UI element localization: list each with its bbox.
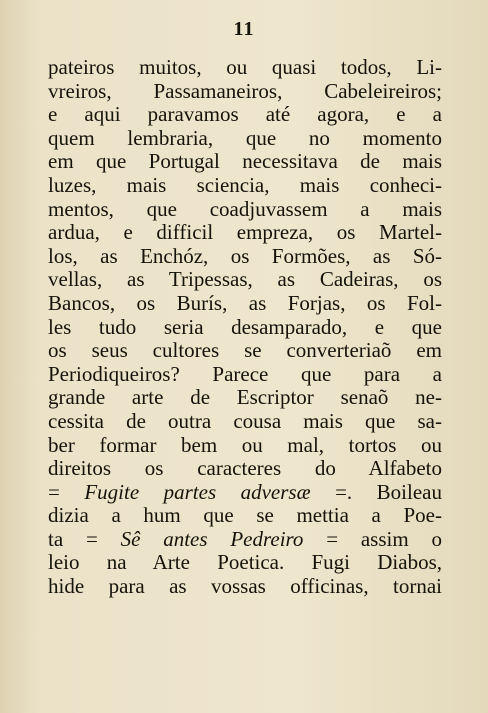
text-line: em que Portugal necessitava de mais — [48, 149, 442, 174]
text-line-with-quote — [48, 528, 442, 552]
text-line: mentos, que coadjuvassem a mais — [48, 196, 442, 221]
text-line: ber formar bem ou mal, tortos ou — [48, 432, 442, 457]
text-line-with-quote — [48, 481, 442, 505]
text-line: os seus cultores se converteriaõ em — [48, 338, 442, 363]
text-line: quem lembraria, que no momento — [48, 125, 442, 150]
text-line: dizia a hum que se mettia a Poe- — [48, 503, 442, 528]
text-line: Periodiqueiros? Parece que para a — [48, 361, 442, 386]
text-line: e aqui paravamos até agora, e a — [48, 102, 442, 127]
text-line: cessita de outra cousa mais que sa- — [48, 408, 442, 433]
text-line: Bancos, os Burís, as Forjas, os Fol- — [48, 290, 442, 315]
quote-suffix: =. Boileau — [310, 479, 442, 504]
text-line: luzes, mais sciencia, mais conheci- — [48, 172, 442, 197]
text-line: hide para as vossas officinas, tornai — [48, 574, 442, 599]
text-line: direitos os caracteres do Alfabeto — [48, 456, 442, 481]
body-text — [48, 56, 442, 599]
text-line: ardua, e difficil empreza, os Martel- — [48, 220, 442, 245]
portuguese-quote: Sê antes Pedreiro — [120, 526, 304, 551]
text-line: pateiros muitos, ou quasi todos, Li- — [48, 55, 442, 79]
text-line: vreiros, Passamaneiros, Cabeleireiros; — [48, 78, 442, 103]
page-number: 11 — [233, 18, 255, 40]
latin-quote: Fugite partes adversæ — [84, 479, 311, 504]
quote-suffix: = assim o — [303, 526, 442, 551]
text-line: les tudo seria desamparado, e que — [48, 314, 442, 339]
quote-prefix: = — [48, 479, 85, 504]
text-line: grande arte de Escriptor senaõ ne- — [48, 385, 442, 410]
text-line: los, as Enchóz, os Formões, as Só- — [48, 243, 442, 268]
quote-prefix: ta = — [48, 526, 121, 551]
text-line: leio na Arte Poetica. Fugi Diabos, — [48, 550, 442, 575]
text-line: vellas, as Tripessas, as Cadeiras, os — [48, 267, 442, 292]
